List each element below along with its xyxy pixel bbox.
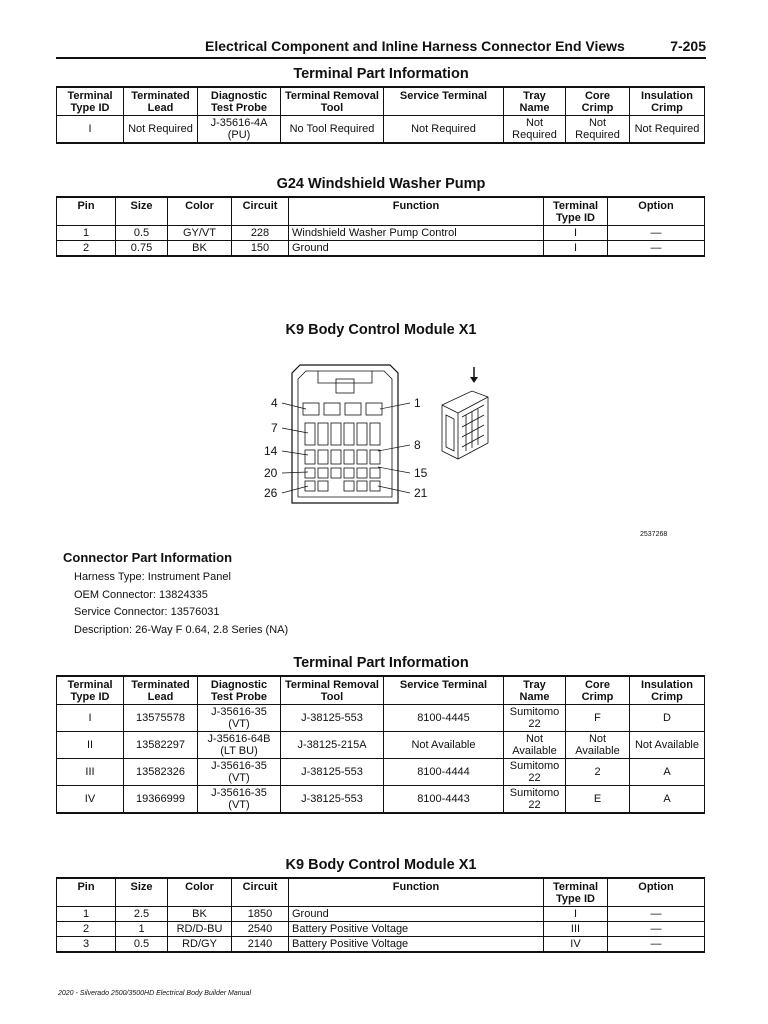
table-row	[57, 922, 705, 937]
table-cell: 0.5	[116, 937, 168, 953]
table-row	[57, 732, 705, 759]
column-header: Diagnostic Test Probe	[198, 676, 281, 705]
column-header: Size	[116, 878, 168, 907]
connector-isometric-view	[442, 391, 488, 459]
oem-connector: OEM Connector: 13824335	[74, 588, 208, 601]
table-cell: 8100-4443	[384, 786, 504, 814]
table-cell: I	[57, 116, 124, 144]
k9-connector-title: K9 Body Control Module X1	[285, 322, 477, 338]
table-header-row	[57, 197, 705, 226]
g24-title: G24 Windshield Washer Pump	[276, 176, 486, 192]
table-cell: J-35616-35 (VT)	[198, 786, 281, 814]
header-rule	[56, 57, 706, 59]
header-title: Electrical Component and Inline Harness Connector End Views	[205, 38, 625, 54]
column-header: Service Terminal	[384, 676, 504, 705]
terminal-cavities	[303, 403, 382, 491]
table-row	[57, 786, 705, 814]
g24-pin-table	[56, 196, 705, 257]
table-cell: I	[544, 241, 608, 257]
table-cell: 8100-4445	[384, 705, 504, 732]
table-cell: I	[57, 705, 124, 732]
table-row	[57, 759, 705, 786]
table-row	[57, 705, 705, 732]
table-cell: RD/D-BU	[168, 922, 232, 937]
column-header: Function	[289, 197, 544, 226]
table-cell: J-38125-553	[281, 705, 384, 732]
connector-housing	[292, 365, 398, 503]
table-cell: I	[544, 907, 608, 922]
table-cell: D	[630, 705, 705, 732]
table-cell: 3	[57, 937, 116, 953]
k9-pin-table	[56, 877, 705, 953]
page-number: 7-205	[670, 38, 706, 54]
pin-label-1: 1	[414, 396, 421, 410]
table-cell: Sumitomo 22	[504, 786, 566, 814]
column-header: Circuit	[232, 197, 289, 226]
table-row	[57, 937, 705, 953]
table-header-row	[57, 87, 705, 116]
table-cell: J-38125-553	[281, 786, 384, 814]
column-header: Core Crimp	[566, 676, 630, 705]
table-cell: 1	[57, 226, 116, 241]
table-cell: 13582297	[124, 732, 198, 759]
table-cell: Ground	[289, 241, 544, 257]
table-cell: II	[57, 732, 124, 759]
table-cell: 2540	[232, 922, 289, 937]
footer: 2020 - Silverado 2500/3500HD Electrical Body Builder Manual	[58, 990, 251, 997]
table-cell: Not Required	[384, 116, 504, 144]
table-cell: Windshield Washer Pump Control	[289, 226, 544, 241]
column-header: Diagnostic Test Probe	[198, 87, 281, 116]
table-cell: 228	[232, 226, 289, 241]
table-cell: 0.5	[116, 226, 168, 241]
terminal-info-table-2	[56, 675, 705, 814]
pin-label-20: 20	[264, 466, 278, 480]
table-cell: No Tool Required	[281, 116, 384, 144]
table-cell: 2140	[232, 937, 289, 953]
terminal-info-title-1: Terminal Part Information	[293, 66, 469, 82]
table-cell: —	[608, 922, 705, 937]
column-header: Circuit	[232, 878, 289, 907]
k9-pin-table-title: K9 Body Control Module X1	[285, 857, 477, 873]
table-cell: J-38125-553	[281, 759, 384, 786]
column-header: Terminal Type ID	[57, 676, 124, 705]
column-header: Terminated Lead	[124, 87, 198, 116]
column-header: Terminal Type ID	[544, 197, 608, 226]
pin-label-7: 7	[271, 421, 278, 435]
column-header: Terminated Lead	[124, 676, 198, 705]
table-cell: J-35616-4A (PU)	[198, 116, 281, 144]
column-header: Option	[608, 197, 705, 226]
table-cell: 8100-4444	[384, 759, 504, 786]
column-header: Terminal Removal Tool	[281, 87, 384, 116]
table-cell: IV	[544, 937, 608, 953]
connector-end-view	[240, 355, 520, 515]
table-cell: Not Available	[566, 732, 630, 759]
column-header: Insulation Crimp	[630, 87, 705, 116]
table-cell: E	[566, 786, 630, 814]
table-cell: 2	[57, 922, 116, 937]
column-header: Color	[168, 878, 232, 907]
pin-label-21: 21	[414, 486, 428, 500]
column-header: Option	[608, 878, 705, 907]
connector-part-info-list	[74, 569, 288, 639]
column-header: Terminal Removal Tool	[281, 676, 384, 705]
table-cell: 13582326	[124, 759, 198, 786]
table-row	[57, 116, 705, 144]
table-cell: A	[630, 759, 705, 786]
table-cell: 1850	[232, 907, 289, 922]
figure-number: 2537268	[640, 531, 668, 538]
arrow-down-icon	[470, 367, 478, 383]
table-cell: —	[608, 907, 705, 922]
table-cell: IV	[57, 786, 124, 814]
pin-label-8: 8	[414, 438, 421, 452]
connector-description: Description: 26-Way F 0.64, 2.8 Series (NA)	[74, 623, 289, 636]
table-row	[57, 226, 705, 241]
table-cell: F	[566, 705, 630, 732]
table-cell: J-35616-64B (LT BU)	[198, 732, 281, 759]
table-cell: III	[544, 922, 608, 937]
table-cell: Not Available	[504, 732, 566, 759]
table-cell: 19366999	[124, 786, 198, 814]
table-cell: I	[544, 226, 608, 241]
table-cell: GY/VT	[168, 226, 232, 241]
terminal-info-table-1	[56, 86, 705, 144]
leader-lines	[282, 403, 410, 493]
column-header: Pin	[57, 878, 116, 907]
table-header-row	[57, 676, 705, 705]
table-cell: J-38125-215A	[281, 732, 384, 759]
table-cell: Sumitomo 22	[504, 705, 566, 732]
table-header-row	[57, 878, 705, 907]
table-cell: Ground	[289, 907, 544, 922]
column-header: Tray Name	[504, 87, 566, 116]
table-cell: J-35616-35 (VT)	[198, 705, 281, 732]
table-cell: 150	[232, 241, 289, 257]
service-connector: Service Connector: 13576031	[74, 606, 220, 618]
latch-icon	[336, 379, 354, 393]
column-header: Service Terminal	[384, 87, 504, 116]
table-cell: BK	[168, 907, 232, 922]
table-cell: A	[630, 786, 705, 814]
table-cell: Not Required	[504, 116, 566, 144]
table-cell: Not Required	[566, 116, 630, 144]
column-header: Color	[168, 197, 232, 226]
table-cell: —	[608, 241, 705, 257]
table-cell: 1	[116, 922, 168, 937]
table-cell: —	[608, 937, 705, 953]
table-cell: Sumitomo 22	[504, 759, 566, 786]
pin-label-26: 26	[264, 486, 278, 500]
column-header: Tray Name	[504, 676, 566, 705]
column-header: Size	[116, 197, 168, 226]
connector-part-info-title: Connector Part Information	[63, 550, 233, 565]
table-cell: 1	[57, 907, 116, 922]
harness-type: Harness Type: Instrument Panel	[74, 571, 231, 583]
table-cell: 0.75	[116, 241, 168, 257]
table-cell: 2	[566, 759, 630, 786]
table-row	[57, 907, 705, 922]
table-cell: J-35616-35 (VT)	[198, 759, 281, 786]
table-cell: BK	[168, 241, 232, 257]
column-header: Terminal Type ID	[544, 878, 608, 907]
table-cell: 2	[57, 241, 116, 257]
table-cell: III	[57, 759, 124, 786]
column-header: Insulation Crimp	[630, 676, 705, 705]
column-header: Function	[289, 878, 544, 907]
terminal-info-title-2: Terminal Part Information	[293, 655, 469, 671]
table-cell: Not Required	[630, 116, 705, 144]
table-cell: Not Available	[630, 732, 705, 759]
page-header	[205, 38, 706, 54]
column-header: Terminal Type ID	[57, 87, 124, 116]
column-header: Core Crimp	[566, 87, 630, 116]
pin-label-15: 15	[414, 466, 428, 480]
table-cell: Battery Positive Voltage	[289, 922, 544, 937]
table-cell: RD/GY	[168, 937, 232, 953]
table-cell: —	[608, 226, 705, 241]
table-cell: 2.5	[116, 907, 168, 922]
table-cell: Battery Positive Voltage	[289, 937, 544, 953]
pin-label-4: 4	[271, 396, 278, 410]
pin-label-14: 14	[264, 444, 278, 458]
table-cell: 13575578	[124, 705, 198, 732]
table-row	[57, 241, 705, 257]
column-header: Pin	[57, 197, 116, 226]
table-cell: Not Available	[384, 732, 504, 759]
table-cell: Not Required	[124, 116, 198, 144]
